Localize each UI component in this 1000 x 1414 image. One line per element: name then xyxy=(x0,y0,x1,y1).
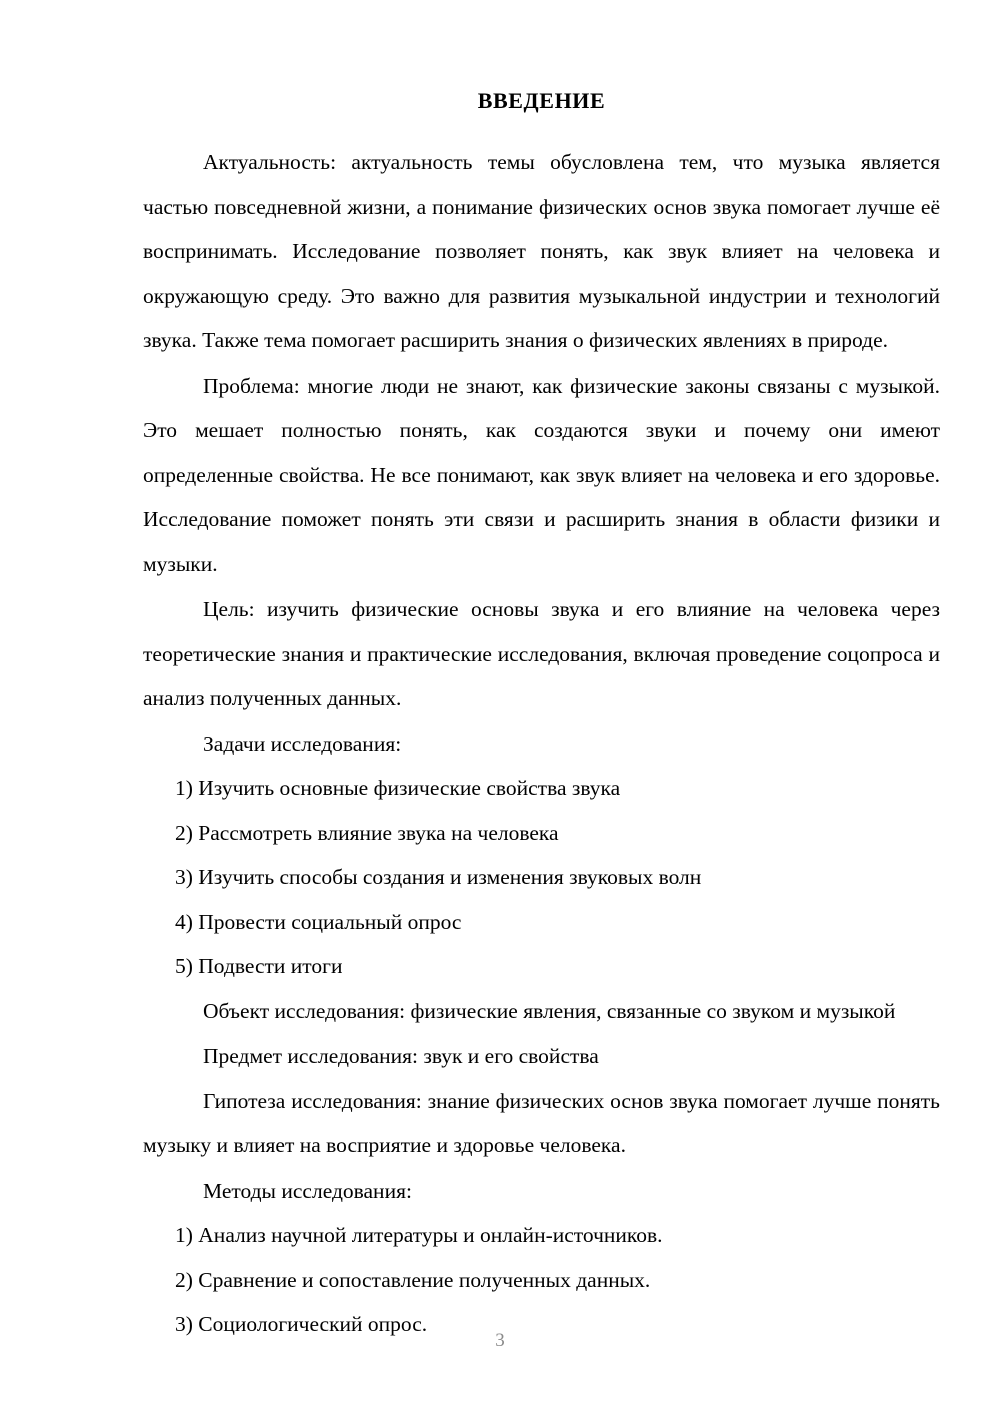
list-item: 1) Изучить основные физические свойства звука xyxy=(175,776,621,801)
list-item: 3) Изучить способы создания и изменения звуковых волн xyxy=(175,865,702,890)
methods-heading: Методы исследования: xyxy=(203,1178,412,1203)
paragraph-hypothesis: Гипотеза исследования: знание физических основ звука помогает лучше понять музыку и влияет на восприятие и здоровье человека. xyxy=(143,1088,940,1158)
tasks-heading: Задачи исследования: xyxy=(203,731,402,756)
page-number: 3 xyxy=(495,1330,505,1351)
paragraph-relevance: Актуальность: актуальность темы обусловлена тем, что музыка является частью повседневной жизни, а понимание физических основ звука помогает лучше её воспринимать. Исследование позволяет понять, как звук влияет на человека и окружающую среду. Это важно для развития музыкальной индустрии и технологий звука. Также тема помогает расширить знания о физических явлениях в природе. xyxy=(143,150,940,353)
list-item: 1) Анализ научной литературы и онлайн-источников. xyxy=(175,1223,663,1248)
document-body xyxy=(143,88,940,1347)
paragraph-problem: Проблема: многие люди не знают, как физические законы связаны с музыкой. Это мешает полностью понять, как создаются звуки и почему они имеют определенные свойства. Не все понимают, как звук влияет на человека и его здоровье. Исследование поможет понять эти связи и расширить знания в области физики и музыки. xyxy=(143,373,940,576)
list-item: 2) Сравнение и сопоставление полученных данных. xyxy=(175,1267,651,1292)
list-item: 4) Провести социальный опрос xyxy=(175,909,462,934)
paragraph-subject: Предмет исследования: звук и его свойства xyxy=(203,1044,599,1069)
page-title: ВВЕДЕНИЕ xyxy=(477,88,606,113)
list-item: 2) Рассмотреть влияние звука на человека xyxy=(175,820,559,845)
paragraph-object: Объект исследования: физические явления, связанные со звуком и музыкой xyxy=(203,998,896,1023)
list-item: 3) Социологический опрос. xyxy=(175,1312,428,1337)
list-item: 5) Подвести итоги xyxy=(175,954,343,979)
paragraph-goal: Цель: изучить физические основы звука и его влияние на человека через теоретические знания и практические исследования, включая проведение соцопроса и анализ полученных данных. xyxy=(143,597,940,711)
